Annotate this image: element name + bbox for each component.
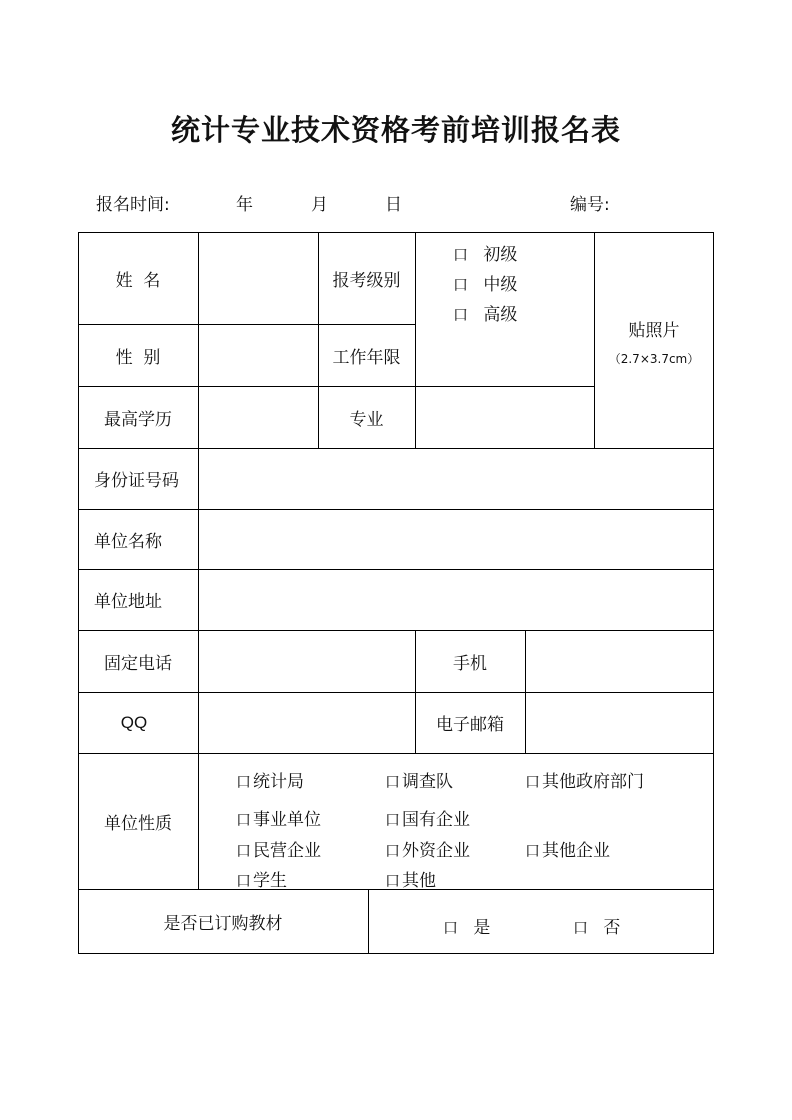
checkbox-icon: 口 (525, 842, 541, 860)
name-field[interactable] (199, 233, 318, 324)
email-label: 电子邮箱 (436, 715, 504, 735)
exam-level-option-intermediate[interactable] (453, 270, 517, 295)
exam-level-label: 中级 (483, 275, 518, 295)
exam-level-label: 高级 (483, 305, 518, 325)
unit-type-label: 外资企业 (402, 841, 471, 861)
textbook-option-label: 是 (473, 918, 491, 938)
qq-field[interactable] (199, 693, 415, 753)
unit-type-label: 国有企业 (402, 810, 471, 830)
textbook-label: 是否已订购教材 (163, 913, 283, 934)
unit-type-option[interactable] (385, 767, 453, 792)
month-label: 月 (311, 195, 328, 215)
unit-type-option[interactable] (525, 767, 644, 792)
unit-type-label: 其他政府部门 (542, 772, 645, 792)
id-number-field[interactable] (199, 449, 713, 509)
email-field[interactable] (526, 693, 713, 753)
work-years-field[interactable] (416, 325, 594, 386)
checkbox-icon: 口 (453, 246, 469, 264)
gender-label: 性 别 (115, 347, 161, 368)
unit-name-field[interactable] (199, 510, 713, 569)
unit-type-option[interactable] (385, 836, 470, 861)
textbook-option-no[interactable] (573, 913, 620, 938)
unit-type-label: 调查队 (402, 772, 454, 792)
photo-size-note: （2.7×3.7cm） (608, 351, 700, 366)
work-years-label: 工作年限 (332, 347, 401, 368)
unit-type-option[interactable] (385, 866, 436, 891)
unit-type-option[interactable] (236, 836, 321, 861)
unit-type-label: 统计局 (253, 772, 305, 792)
checkbox-icon: 口 (236, 773, 252, 791)
name-label: 姓 名 (115, 270, 161, 291)
education-label: 最高学历 (104, 409, 172, 430)
exam-level-option-senior[interactable] (453, 300, 517, 325)
checkbox-icon: 口 (453, 276, 469, 294)
table-border-right (713, 232, 714, 954)
textbook-option-yes[interactable] (443, 913, 490, 938)
exam-level-label: 初级 (483, 245, 518, 265)
photo-label: 贴照片 (628, 320, 680, 341)
checkbox-icon: 口 (385, 842, 401, 860)
checkbox-icon: 口 (385, 773, 401, 791)
mobile-label: 手机 (453, 653, 487, 674)
unit-type-option[interactable] (525, 836, 610, 861)
checkbox-icon: 口 (385, 872, 401, 890)
checkbox-icon: 口 (525, 773, 541, 791)
unit-address-label: 单位地址 (94, 592, 162, 612)
serial-number-label: 编号: (570, 195, 610, 215)
unit-type-label: 其他 (402, 871, 437, 891)
column-divider (368, 889, 369, 953)
unit-nature-label: 单位性质 (104, 813, 172, 834)
unit-type-label: 学生 (253, 871, 288, 891)
unit-address-field[interactable] (199, 570, 713, 630)
checkbox-icon: 口 (443, 919, 459, 937)
table-border-bottom (78, 953, 714, 954)
qq-label: QQ (120, 712, 148, 732)
checkbox-icon: 口 (453, 306, 469, 324)
checkbox-icon: 口 (573, 919, 589, 937)
checkbox-icon: 口 (236, 842, 252, 860)
exam-level-label: 报考级别 (332, 270, 401, 291)
exam-level-option-primary[interactable] (453, 240, 517, 265)
registration-date-label: 报名时间: (96, 195, 170, 215)
column-divider (594, 232, 595, 448)
unit-type-label: 民营企业 (253, 841, 322, 861)
day-label: 日 (385, 195, 402, 215)
unit-type-label: 其他企业 (542, 841, 611, 861)
education-field[interactable] (199, 387, 318, 448)
mobile-field[interactable] (526, 631, 713, 692)
major-label: 专业 (349, 409, 384, 430)
unit-type-option[interactable] (236, 805, 321, 830)
landline-field[interactable] (199, 631, 415, 692)
id-number-label: 身份证号码 (94, 471, 179, 491)
checkbox-icon: 口 (236, 811, 252, 829)
textbook-option-label: 否 (603, 918, 621, 938)
checkbox-icon: 口 (236, 872, 252, 890)
landline-label: 固定电话 (104, 653, 172, 674)
form-title: 统计专业技术资格考前培训报名表 (170, 113, 621, 147)
unit-name-label: 单位名称 (94, 531, 162, 552)
major-field[interactable] (416, 387, 594, 448)
checkbox-icon: 口 (385, 811, 401, 829)
unit-type-option[interactable] (236, 866, 287, 891)
unit-type-option[interactable] (385, 805, 470, 830)
unit-type-option[interactable] (236, 767, 304, 792)
year-label: 年 (236, 195, 253, 215)
gender-field[interactable] (199, 325, 318, 386)
unit-type-label: 事业单位 (253, 810, 322, 830)
